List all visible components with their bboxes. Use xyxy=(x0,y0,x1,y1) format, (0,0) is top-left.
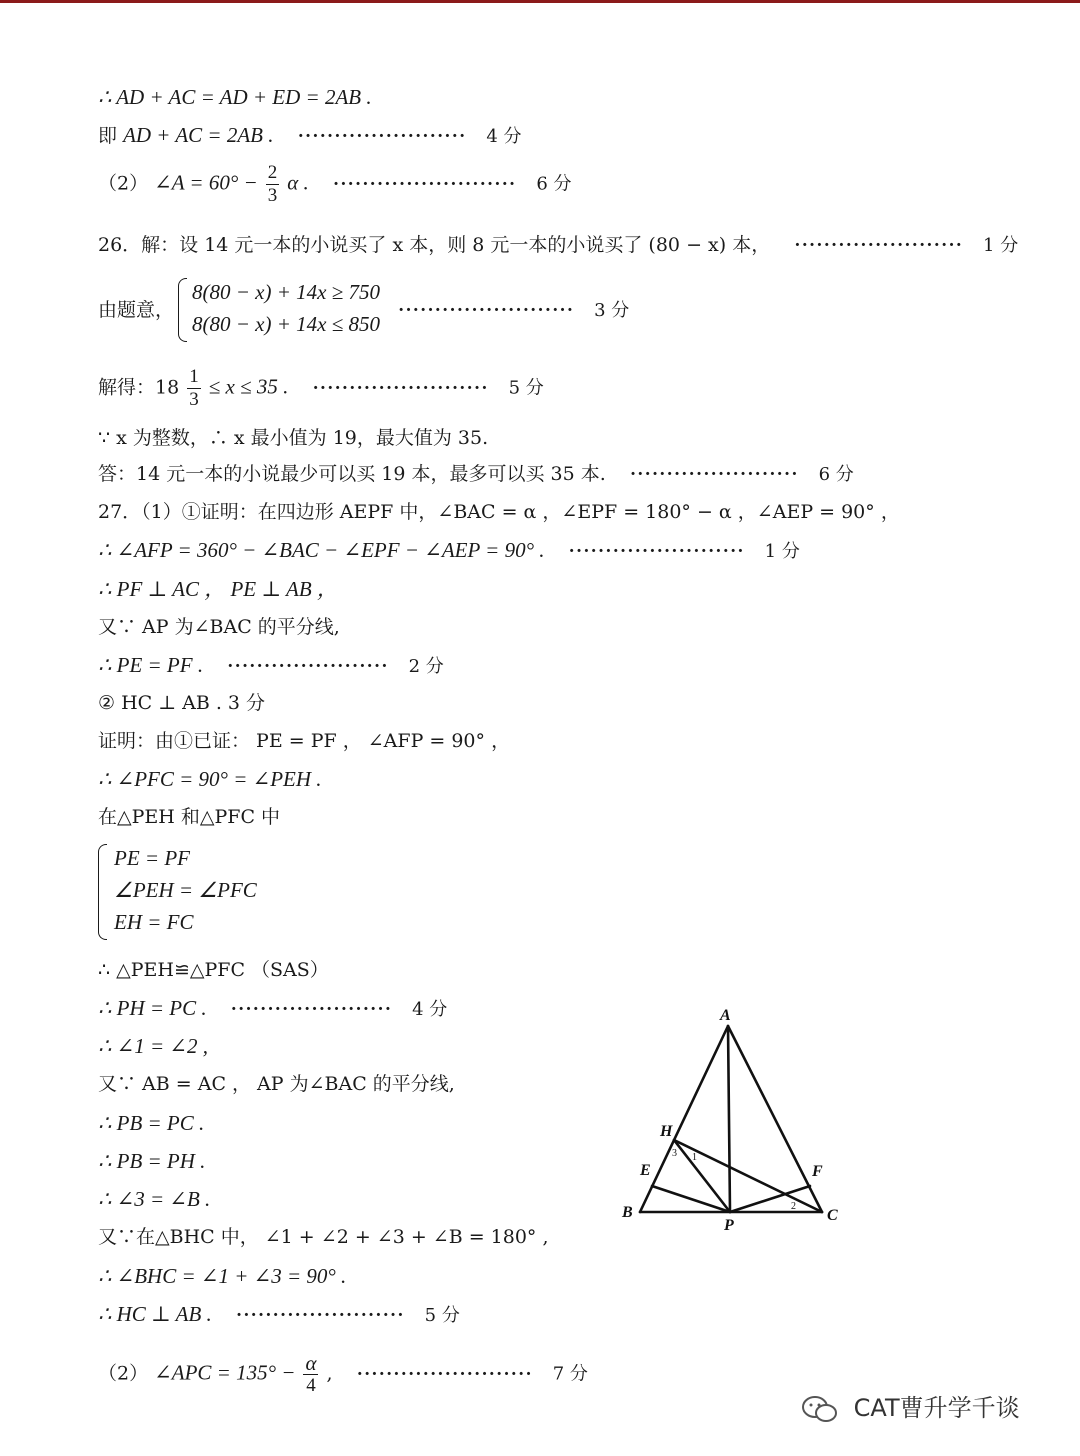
fraction: $\frac{2}{3}$ xyxy=(267,162,278,206)
score: 3 分 xyxy=(594,300,630,321)
q26-solve xyxy=(98,366,544,411)
score-leader: ························ xyxy=(312,377,489,399)
q27-l14: ∴ PB = PC . xyxy=(98,1111,205,1135)
q27-l6: ② HC ⊥ AB . 3 分 xyxy=(98,692,266,714)
label-C: C xyxy=(827,1207,838,1224)
top-border xyxy=(0,0,1080,3)
q27-l13: 又∵ AB = AC ， AP 为∠BAC 的平分线, xyxy=(98,1073,455,1095)
score: 5 分 xyxy=(508,377,544,399)
segment-AB xyxy=(640,1026,728,1212)
q26-sys-label: 由题意， xyxy=(98,299,175,321)
q27-l2-math: ∴ ∠AFP = 360° − ∠BAC − ∠EPF − ∠AEP = 90° . xyxy=(98,538,545,562)
q26-answer xyxy=(98,461,854,488)
brace xyxy=(98,844,107,940)
wechat-icon xyxy=(800,1394,840,1424)
q25-part2-alpha: α . xyxy=(287,170,309,195)
angle-2-label: 2 xyxy=(791,1201,796,1212)
score: 5 分 xyxy=(424,1305,460,1326)
watermark-text: CAT曹升学千谈 xyxy=(853,1394,1020,1422)
score: 4 分 xyxy=(412,999,448,1020)
q27-l10: ∴ △PEH≌△PFC （SAS） xyxy=(98,959,329,981)
system-line: 8(80 − x) + 14x ≤ 850 xyxy=(192,312,380,336)
score-leader: ························ xyxy=(356,1363,533,1385)
q27-l7: 证明：由①已证： PE = PF ， ∠AFP = 90° ， xyxy=(98,730,511,752)
label-B: B xyxy=(622,1204,633,1221)
fraction: $\frac{\alpha}{4}$ xyxy=(305,1351,317,1396)
score: 6 分 xyxy=(536,173,572,195)
score-leader: ························ xyxy=(398,300,575,321)
q27-part2 xyxy=(98,1352,588,1397)
q26-system xyxy=(178,278,418,344)
score-leader: ························· xyxy=(332,173,517,195)
answer-text: 答：14 元一本的小说最少可以买 19 本，最多可以买 35 本. xyxy=(98,463,606,485)
q25-part2 xyxy=(98,162,572,207)
q26-intro-text: 26．解：设 14 元一本的小说买了 x 本，则 8 元一本的小说买了 (80 − x) 本， xyxy=(98,234,771,256)
score: 2 分 xyxy=(408,656,444,677)
score: 1 分 xyxy=(983,235,1019,256)
q27-l11-math: ∴ PH = PC . xyxy=(98,996,207,1020)
q25-line1: ∴ AD + AC = AD + ED = 2AB . xyxy=(98,85,372,109)
score-leader: ······················· xyxy=(629,464,799,485)
q27-l15: ∴ PB = PH . xyxy=(98,1149,206,1173)
score: 4 分 xyxy=(486,126,522,147)
q27-l2 xyxy=(98,537,800,565)
q25-line2-prefix: 即 xyxy=(98,125,118,147)
q27-l19-math: ∴ HC ⊥ AB . xyxy=(98,1302,212,1326)
q27-system xyxy=(98,844,338,942)
part-label: （2） xyxy=(98,1362,149,1385)
q27-l8: ∴ ∠PFC = 90° = ∠PEH . xyxy=(98,767,322,791)
brace xyxy=(178,278,187,342)
system-line: EH = FC xyxy=(114,910,194,934)
score-leader: ······················ xyxy=(230,999,393,1020)
label-E: E xyxy=(640,1162,651,1179)
segment-HP xyxy=(674,1140,730,1212)
q27-l5 xyxy=(98,652,444,680)
q27-l5-math: ∴ PE = PF . xyxy=(98,653,204,677)
score: 7 分 xyxy=(552,1363,588,1385)
watermark xyxy=(800,1388,1020,1424)
angle-3-label: 3 xyxy=(672,1148,677,1159)
label-P: P xyxy=(724,1217,734,1234)
score-leader: ······················· xyxy=(297,126,467,147)
q26-sys-score xyxy=(398,297,629,324)
triangle-figure xyxy=(610,1000,860,1240)
score-leader: ························ xyxy=(568,541,745,562)
system-line: ∠PEH = ∠PFC xyxy=(114,878,257,902)
q27-l12: ∴ ∠1 = ∠2 , xyxy=(98,1034,208,1058)
q27-l9: 在△PEH 和△PFC 中 xyxy=(98,806,281,828)
score: 6 分 xyxy=(818,464,854,485)
score-leader: ······················· xyxy=(235,1305,405,1326)
q27-l16: ∴ ∠3 = ∠B . xyxy=(98,1187,211,1211)
q27-part2-math: ∠APC = 135° − xyxy=(154,1360,296,1385)
q27-l17: 又∵在△BHC 中， ∠1 + ∠2 + ∠3 + ∠B = 180° , xyxy=(98,1226,549,1248)
q26-intro xyxy=(98,232,1018,259)
system-line: 8(80 − x) + 14x ≥ 750 xyxy=(192,280,380,304)
q25-line2-math: AD + AC = 2AB . xyxy=(123,123,274,147)
q27-l4: 又∵ AP 为∠BAC 的平分线, xyxy=(98,616,340,638)
label-H: H xyxy=(660,1123,673,1140)
score-leader: ······················ xyxy=(227,656,389,677)
q27-l1: 27．（1）①证明：在四边形 AEPF 中，∠BAC = α ，∠EPF = 180° − α ，∠AEP = 90° ， xyxy=(98,501,900,523)
score: 1 分 xyxy=(764,541,800,562)
q27-l11 xyxy=(98,995,447,1023)
segment-AP xyxy=(728,1026,730,1212)
q26-because: ∵ x 为整数，∴ x 最小值为 19，最大值为 35. xyxy=(98,427,489,449)
system-line: PE = PF xyxy=(114,846,190,870)
label-F: F xyxy=(812,1163,823,1180)
solve-rest: ≤ x ≤ 35 . xyxy=(208,374,289,399)
q27-l19 xyxy=(98,1301,460,1329)
tail: , xyxy=(326,1362,333,1385)
fraction: $\frac{1}{3}$ xyxy=(189,366,199,410)
part-label: （2） xyxy=(98,172,149,195)
score-leader: ······················· xyxy=(794,235,963,256)
q27-l3: ∴ PF ⊥ AC ， PE ⊥ AB ， xyxy=(98,577,338,601)
q25-part2-math: ∠A = 60° − xyxy=(154,170,258,195)
angle-1-label: 1 xyxy=(692,1152,697,1163)
label-A: A xyxy=(720,1007,731,1024)
q25-line2 xyxy=(98,122,522,150)
q27-l18: ∴ ∠BHC = ∠1 + ∠3 = 90° . xyxy=(98,1264,347,1288)
solve-label: 解得：18 xyxy=(98,376,180,399)
segment-AC xyxy=(728,1026,822,1212)
